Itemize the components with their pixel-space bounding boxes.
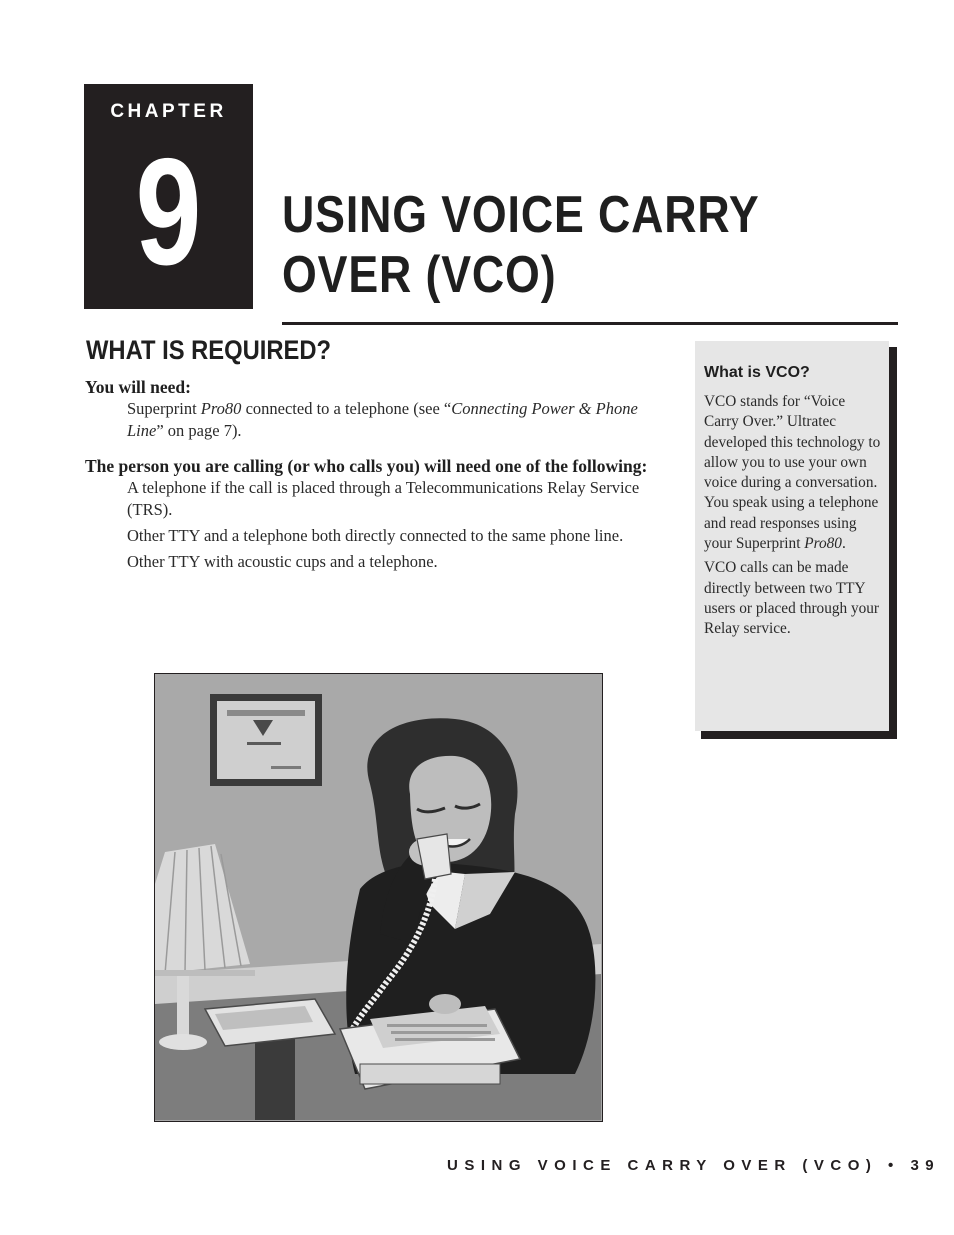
sidebar-p1-product: Pro80 xyxy=(804,535,842,553)
item1-product: Pro80 xyxy=(200,399,242,418)
sidebar-p1-text: VCO stands for “Voice Carry Over.” Ultratec developed this technology to allow you to use your own voice during a conversation. You speak using a telephone and read responses using your Superprint xyxy=(704,393,881,553)
requirement-item-telephone: A telephone if the call is placed through a Telecommunications Relay Service (TRS). xyxy=(127,478,640,519)
section-heading: WHAT IS REQUIRED? xyxy=(86,335,332,365)
sidebar-paragraph-2: VCO calls can be made directly between two TTY users or placed through your Relay service. xyxy=(704,559,880,638)
item1-text-a: Superprint xyxy=(127,399,201,418)
title-rule xyxy=(282,322,898,325)
chapter-block xyxy=(84,84,253,309)
page-footer: USING VOICE CARRY OVER (VCO) • 39 xyxy=(447,1157,941,1174)
requirement-item-superprint xyxy=(127,398,675,442)
chapter-label: CHAPTER xyxy=(110,101,227,122)
chapter-title xyxy=(282,185,798,305)
requirements-content xyxy=(85,377,675,577)
sidebar-title: What is VCO? xyxy=(704,364,810,381)
sidebar-what-is-vco xyxy=(695,341,889,731)
woman-on-phone-illustration xyxy=(154,673,603,1122)
chapter-title-line2: OVER (VCO) xyxy=(282,246,557,304)
requirement-item-tty-direct: Other TTY and a telephone both directly connected to the same phone line. xyxy=(127,526,624,545)
item1-reference: Connecting Power & Phone Line xyxy=(127,399,638,440)
chapter-title-line1: USING VOICE CARRY xyxy=(282,186,760,244)
sidebar-paragraph-1 xyxy=(704,392,881,554)
illustration-art xyxy=(155,674,601,1120)
requirement-item-tty-acoustic: Other TTY with acoustic cups and a telephone. xyxy=(127,552,438,571)
lead-you-will-need: You will need: xyxy=(85,377,191,397)
item1-text-c: connected to a telephone (see “ xyxy=(241,399,452,418)
item1-text-e: ” on page 7). xyxy=(156,421,242,440)
lead-other-party: The person you are calling (or who calls you) will need one of the following: xyxy=(85,456,648,476)
chapter-number: 9 xyxy=(135,127,202,297)
sidebar-p1-end: . xyxy=(841,535,846,553)
